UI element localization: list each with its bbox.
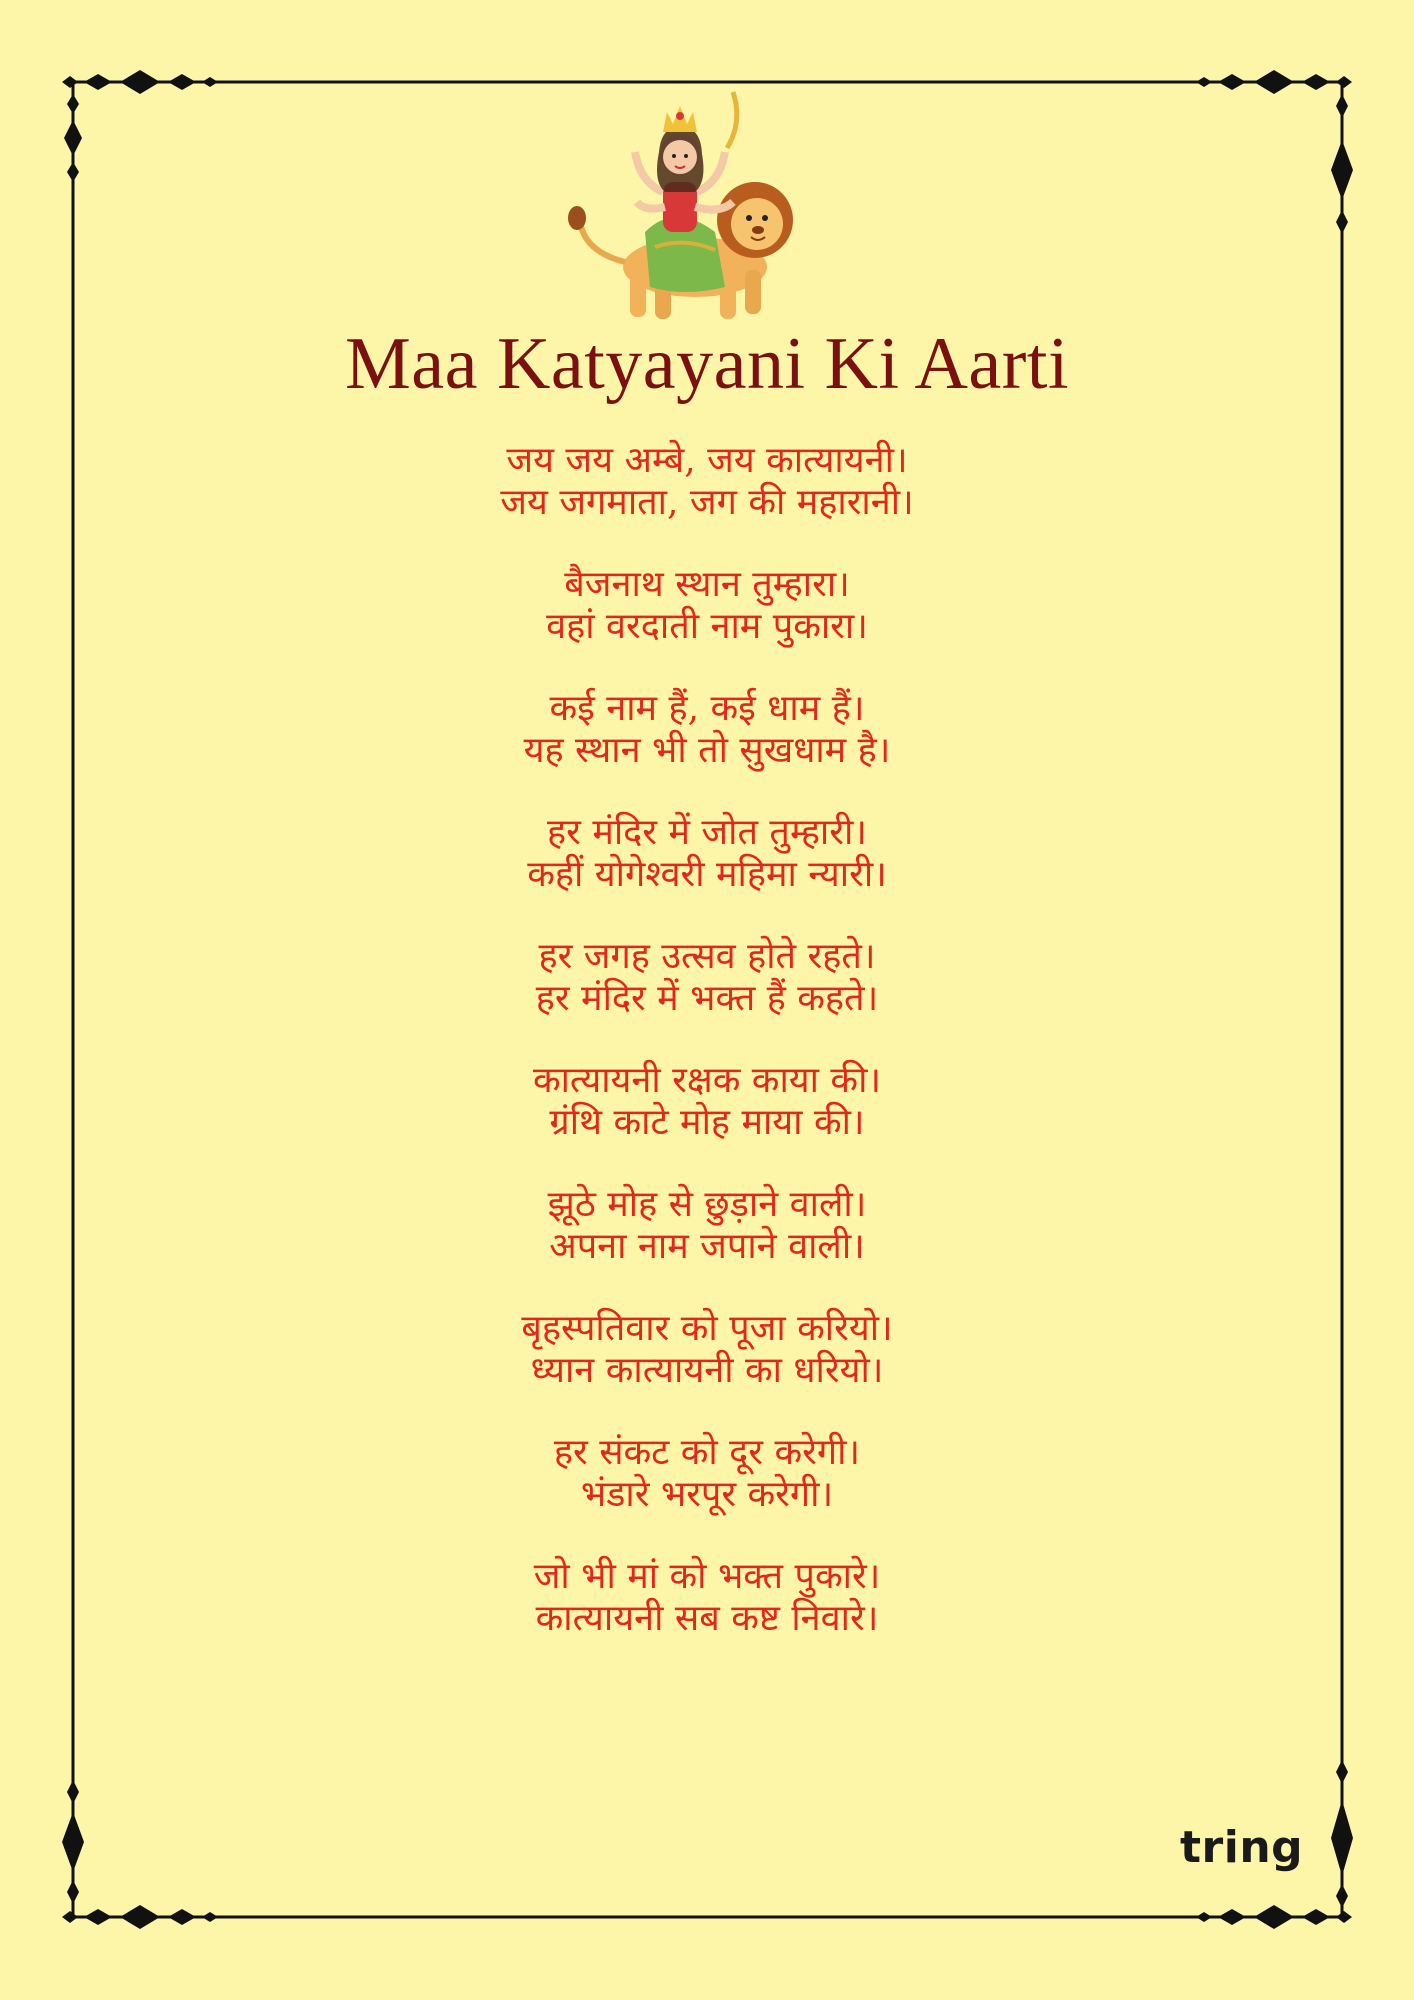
verse-line: अपना नाम जपाने वाली। <box>549 1226 865 1267</box>
verse-line: वहां वरदाती नाम पुकारा। <box>546 606 868 647</box>
verse-line: भंडारे भरपूर करेगी। <box>580 1474 834 1515</box>
verse-line: जो भी मां को भक्त पुकारे। <box>533 1556 881 1597</box>
verse-line: हर मंदिर में जोत तुम्हारी। <box>547 812 867 853</box>
page-title: Maa Katyayani Ki Aarti <box>344 323 1070 405</box>
verse-line: हर संकट को दूर करेगी। <box>553 1432 861 1473</box>
verse <box>0 688 1414 772</box>
verse <box>0 1308 1414 1392</box>
verse-line: जय जय अम्बे, जय कात्यायनी। <box>506 440 908 481</box>
verse-line: ग्रंथि काटे मोह माया की। <box>549 1102 865 1143</box>
verse-line: बैजनाथ स्थान तुम्हारा। <box>564 564 850 605</box>
verse-line: कई नाम हैं, कई धाम हैं। <box>549 688 865 729</box>
verse-line: हर जगह उत्सव होते रहते। <box>538 936 876 977</box>
verse <box>0 440 1414 524</box>
aarti-verses <box>0 440 1414 1680</box>
verse-line: बृहस्पतिवार को पूजा करियो। <box>521 1308 893 1349</box>
verse <box>0 812 1414 896</box>
verse-line: हर मंदिर में भक्त हैं कहते। <box>535 978 879 1019</box>
verse-line: कात्यायनी सब कष्ट निवारे। <box>535 1598 879 1639</box>
verse <box>0 936 1414 1020</box>
verse-line: कात्यायनी रक्षक काया की। <box>532 1060 882 1101</box>
verse-line: जय जगमाता, जग की महारानी। <box>500 482 914 523</box>
verse-line: झूठे मोह से छुड़ाने वाली। <box>547 1184 867 1225</box>
verse <box>0 1432 1414 1516</box>
verse <box>0 1060 1414 1144</box>
verse-line: कहीं योगेश्वरी महिमा न्यारी। <box>527 854 887 895</box>
verse <box>0 564 1414 648</box>
brand-logo: tring <box>1180 1822 1304 1873</box>
verse <box>0 1556 1414 1640</box>
goddess-on-lion-icon <box>555 82 795 327</box>
verse <box>0 1184 1414 1268</box>
verse-line: यह स्थान भी तो सुखधाम है। <box>523 730 891 771</box>
verse-line: ध्यान कात्यायनी का धरियो। <box>530 1350 884 1391</box>
